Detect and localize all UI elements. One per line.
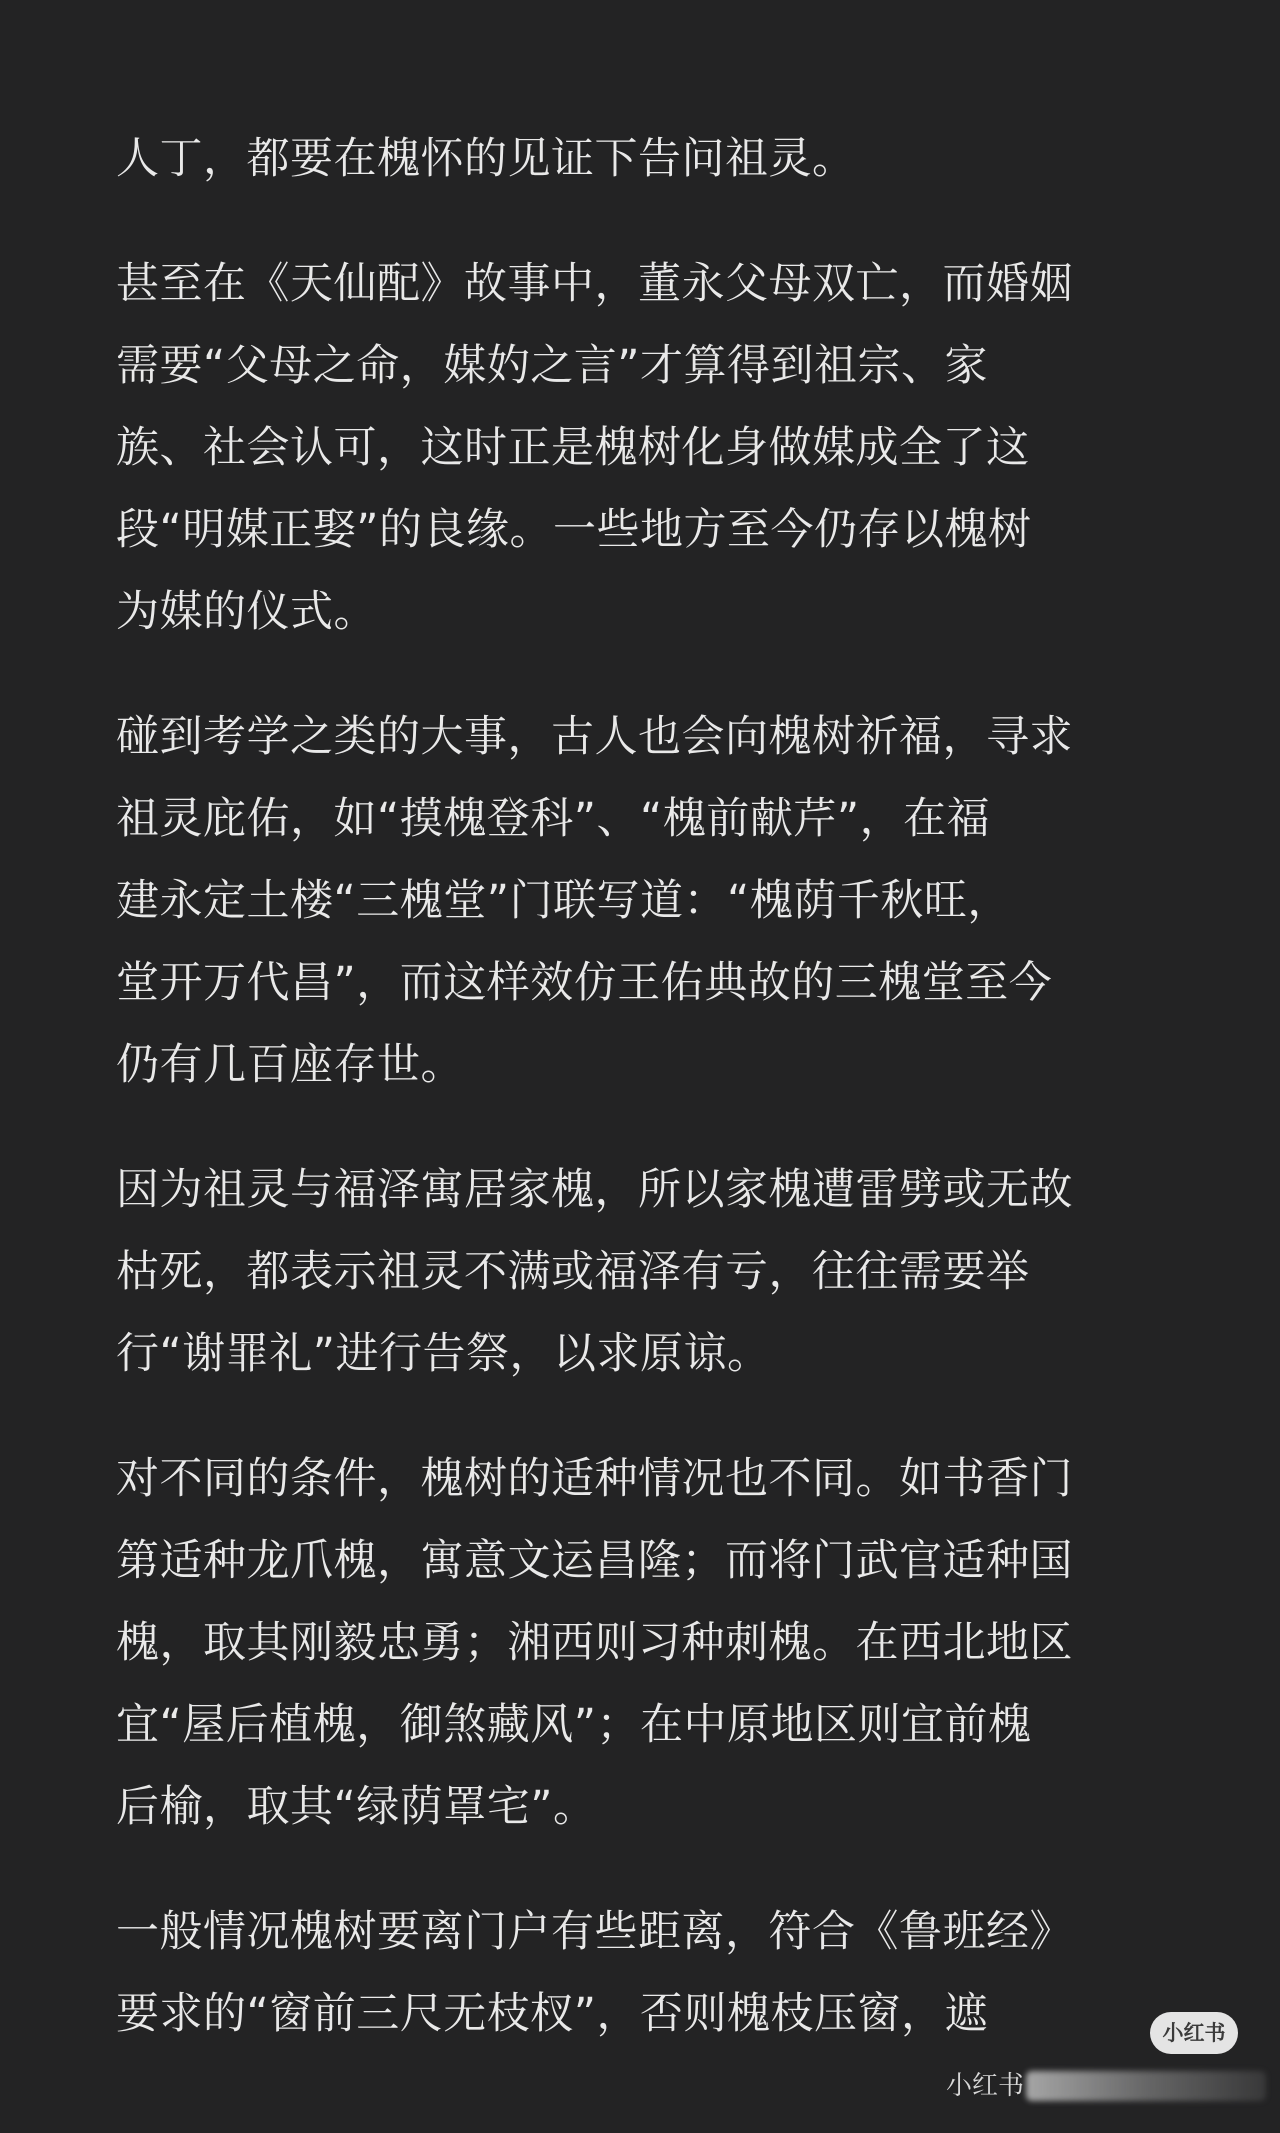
paragraph-2: 甚至在《天仙配》故事中，董永父母双亡，而婚姻 需要“父母之命，媒妁之言”才算得到祖宗、家 族、社会认可，这时正是槐树化身做媒成全了这 段“明媒正娶”的良缘。一些地方至今仍存以槐树 为媒的仪式。 [116, 259, 1073, 637]
paragraph-4: 因为祖灵与福泽寓居家槐，所以家槐遭雷劈或无故 枯死，都表示祖灵不满或福泽有亏，往往需要举 行“谢罪礼”进行告祭，以求原谅。 [116, 1165, 1073, 1379]
paragraph-3: 碰到考学之类的大事，古人也会向槐树祈福，寻求 祖灵庇佑，如“摸槐登科”、“槐前献芹”，在福 建永定土楼“三槐堂”门联写道：“槐荫千秋旺， 堂开万代昌”，而这样效仿王佑典故的三槐堂至今 仍有几百座存世。 [116, 712, 1073, 1090]
watermark-text: 小红书 [946, 2071, 1025, 2101]
xiaohongshu-logo-badge: 小红书 [1150, 2012, 1238, 2054]
paragraph-5: 对不同的条件，槐树的适种情况也不同。如书香门 第适种龙爪槐，寓意文运昌隆；而将门武官适种国 槐，取其刚毅忠勇；湘西则习种刺槐。在西北地区 宜“屋后植槐，御煞藏风”；在中原地区则宜前槐 后榆，取其“绿荫罩宅”。 [116, 1454, 1073, 1832]
watermark [946, 2066, 1266, 2106]
paragraph-6: 一般情况槐树要离门户有些距离，符合《鲁班经》 要求的“窗前三尺无枝杈”，否则槐枝压窗，遮 [116, 1907, 1073, 2039]
paragraph-1: 人丁，都要在槐怀的见证下告问祖灵。 [116, 134, 856, 184]
article-body [116, 118, 1176, 2098]
watermark-blur [1026, 2071, 1266, 2101]
